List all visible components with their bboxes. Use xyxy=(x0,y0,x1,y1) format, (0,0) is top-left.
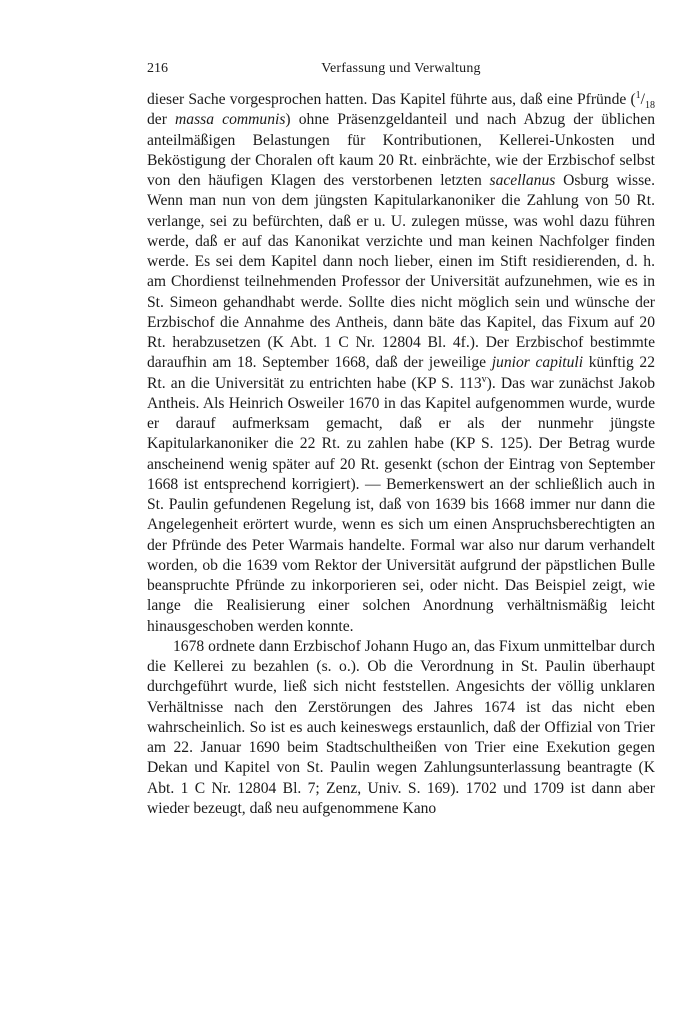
text-run: ) ohne Präsenzgeldanteil und nach Abzug der üblichen anteilmäßigen Belastungen für Kontributionen, Kellerei-Unkosten und Beköstigung der Choralen oft kaum 20 Rt. einbrächte, wie der Erzbischof selbst von den häufigen Klagen des verstorbenen letzten xyxy=(147,111,655,189)
italic-term: junior capituli xyxy=(491,354,584,372)
text-run: der xyxy=(147,111,176,129)
text-run: dieser Sache vorgesprochen hatten. Das Kapitel führte aus, daß eine Pfründe ( xyxy=(147,91,636,108)
text-run: ). Das war zunächst Jakob Antheis. Als Heinrich Osweiler 1670 in das Kapitel aufgenommen wurde, wurde er darauf aufmerksam gemacht, daß er als der nunmehr jüngste Kapitularkanoniker die 22 Rt. zu zahlen habe (KP S. 125). Der Betrag wurde anscheinend wenig später auf 20 Rt. gesenkt (schon der Eintrag von September 1668 ist entsprechend korrigiert). — Bemerkenswert an der schließlich auch in St. Paulin gefundenen Regelung ist, daß von 1639 bis 1668 immer nur dann die Angelegenheit erörtert wurde, wenn es sich um einen Anspruchsberechtigten an der Pfründe des Peter Warmais handelte. Formal war also nur darum verhandelt worden, ob die 1639 vom Rektor der Universität aufgrund der päpstlichen Bulle beanspruchte Pfründe zu inkorporieren sei, oder nicht. Das Beispiel zeigt, wie lange die Realisierung einer solchen Anordnung verhältnismäßig leicht hinausgeschoben werden konnte. xyxy=(147,374,655,635)
text-run: 1678 ordnete dann Erzbischof Johann Hugo an, das Fixum unmittelbar durch die Kellerei zu bezahlen (s. o.). Ob die Verordnung in St. Paulin überhaupt durchgeführt wurde, ließ sich nicht feststellen. Angesichts der völlig unklaren Verhältnisse nach den Zerstörungen des Jahres 1674 ist das nicht eben wahrscheinlich. So ist es auch keineswegs erstaunlich, daß der Offizial von Trier am 22. Januar 1690 beim Stadtschultheißen von Trier eine Exekution gegen Dekan und Kapitel von St. Paulin wegen Zahlungsunterlassung beantragte (K Abt. 1 C Nr. 12804 Bl. 7; Zenz, Univ. S. 169). 1702 und 1709 ist dann aber wieder bezeugt, daß neu aufgenommene Kano xyxy=(147,637,655,817)
superscript: 1 xyxy=(635,89,641,101)
page-number: 216 xyxy=(147,61,168,76)
paragraph xyxy=(147,90,655,637)
body-text xyxy=(147,90,655,819)
text-run: / xyxy=(640,91,645,108)
italic-term: massa communis xyxy=(175,111,286,129)
running-head xyxy=(147,58,655,80)
italic-term: sacellanus xyxy=(489,172,556,189)
subscript: 18 xyxy=(645,100,655,112)
paragraph xyxy=(147,637,655,819)
text-run: künftig 22 Rt. an die Universität zu entrichten habe (KP S. 113 xyxy=(147,354,656,392)
text-run: Osburg wisse. Wenn man nun von dem jüngsten Kapitularkanoniker die Zahlung von 50 Rt. verlange, sei zu befürchten, daß er u. U. zulegen müsse, was wohl dazu führen werde, daß er auf das Kanonikat verzichte und man keinen Nachfolger finden werde. Es sei dem Kapitel dann noch lieber, einen im Stift residierenden, d. h. am Chordienst teilnehmenden Professor der Universität aufzunehmen, wie es in St. Simeon gehandhabt werde. Sollte dies nicht möglich sein und wünsche der Erzbischof die Annahme des Antheis, dann bäte das Kapitel, das Fixum auf 20 Rt. herabzusetzen (K Abt. 1 C Nr. 12804 Bl. 4f.). Der Erzbischof bestimmte daraufhin am 18. September 1668, daß der jeweilige xyxy=(147,172,655,372)
running-title: Verfassung und Verwaltung xyxy=(321,61,481,76)
book-page xyxy=(147,58,655,819)
superscript: v xyxy=(481,373,487,385)
